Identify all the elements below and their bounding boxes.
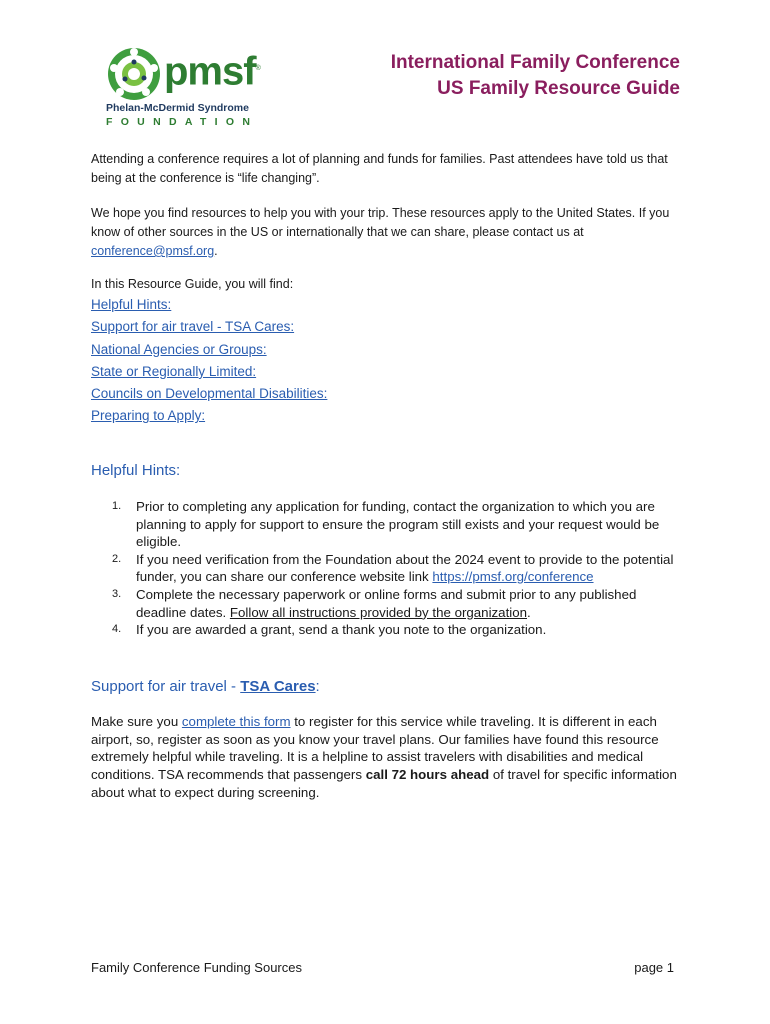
- toc-link-national-agencies[interactable]: National Agencies or Groups:: [91, 341, 267, 357]
- toc-link-helpful-hints[interactable]: Helpful Hints:: [91, 297, 172, 312]
- tsa-cares-link[interactable]: TSA Cares: [240, 678, 316, 695]
- document-title: [391, 50, 680, 102]
- title-line-1: International Family Conference: [390, 52, 680, 73]
- footer-title: Family Conference Funding Sources: [91, 960, 302, 975]
- logo-foundation-name: Phelan-McDermid Syndrome: [106, 102, 249, 114]
- conference-website-link[interactable]: https://pmsf.org/conference: [432, 569, 594, 585]
- tsa-heading: Support for air travel - TSA Cares:: [91, 678, 320, 695]
- pmsf-logo-icon: [106, 46, 162, 102]
- helpful-hints-heading: Helpful Hints:: [91, 462, 181, 479]
- complete-form-link[interactable]: complete this form: [181, 714, 291, 729]
- toc-link-tsa-cares[interactable]: Support for air travel - TSA Cares:: [91, 319, 295, 335]
- list-item: 4. If you are awarded a grant, send a thank you note to the organization.: [112, 622, 547, 638]
- toc-link-preparing[interactable]: Preparing to Apply:: [91, 408, 206, 424]
- intro-paragraph-2-text: We hope you find resources to help you with your trip. These resources apply to the United States. If you know of other sources in the US or internationally that we can share, please contact us at: [91, 206, 670, 239]
- toc-link-councils[interactable]: Councils on Developmental Disabilities:: [91, 386, 328, 402]
- logo-wordmark: pmsf®: [164, 49, 260, 94]
- intro-paragraph-1: Attending a conference requires a lot of planning and funds for families. Past attendees have told us that being at the conference is “life changing”.: [91, 152, 668, 185]
- list-item: 3. Complete the necessary paperwork or online forms and submit prior to any published deadline dates. Follow all instructions provided by the organization.: [112, 586, 637, 620]
- title-line-2: US Family Resource Guide: [437, 78, 680, 99]
- page-number: page 1: [634, 960, 674, 975]
- tsa-paragraph: Make sure you complete this form to register for this service while traveling. It is different in each airport, so, register as soon as you know your travel plans. Our families have found this resource extremely helpful while traveling. It is a helpline to assist travelers with disabilities and medical conditions. TSA recommends that passengers call 72 hours ahead of travel for specific information about what to expect during screening.: [91, 714, 677, 800]
- intro-paragraph-2: [91, 204, 691, 261]
- pmsf-logo: [104, 44, 274, 128]
- toc-intro: In this Resource Guide, you will find:: [91, 277, 294, 291]
- table-of-contents: [91, 294, 327, 428]
- logo-foundation-word: FOUNDATION: [106, 116, 259, 128]
- emphasis-72-hours: call 72 hours ahead: [365, 767, 490, 783]
- list-item: 2. If you need verification from the Foundation about the 2024 event to provide to the potential funder, you can share our conference website link https://pmsf.org/conference: [112, 551, 674, 585]
- contact-email-link[interactable]: conference@pmsf.org: [91, 244, 215, 258]
- helpful-hints-list: [108, 498, 688, 639]
- intro-paragraph-2-end: .: [214, 244, 218, 258]
- toc-link-state-regional[interactable]: State or Regionally Limited:: [91, 363, 257, 379]
- list-item: 1. Prior to completing any application for funding, contact the organization to which you are planning to apply for support to ensure the program still exists and your request would be eligible.: [112, 499, 660, 550]
